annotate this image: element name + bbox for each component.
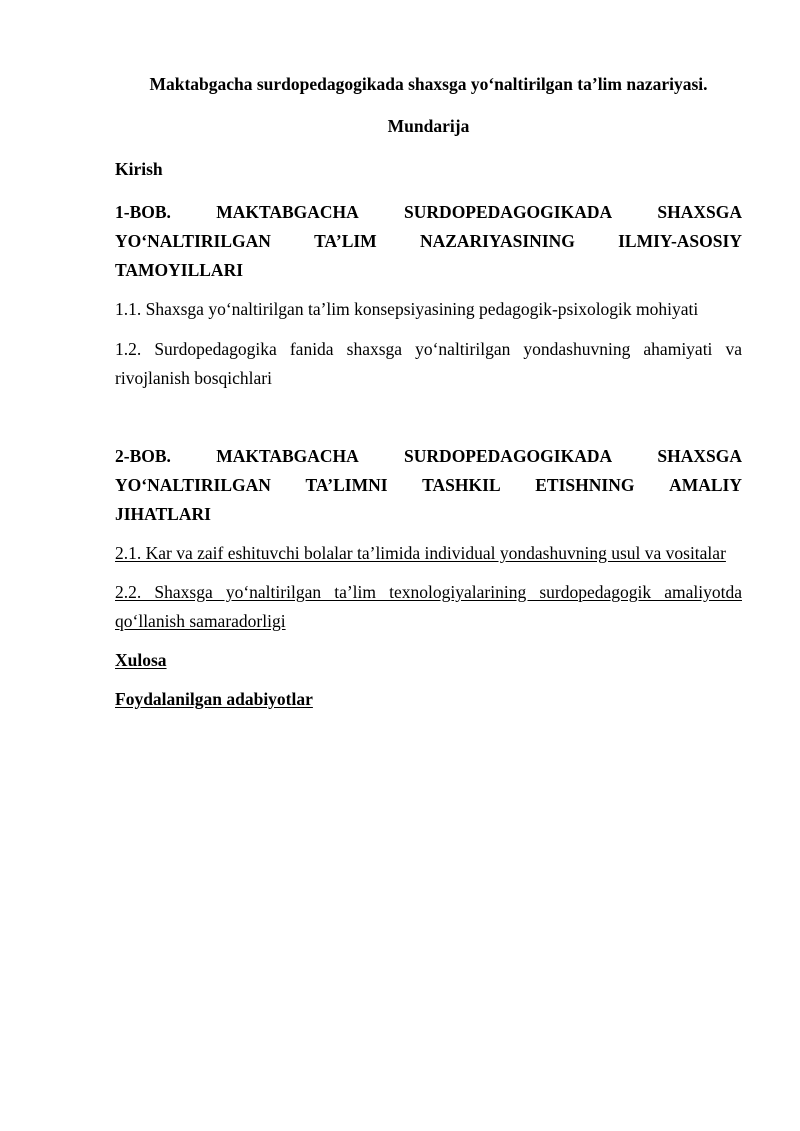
chapter-2-word: TASHKIL	[422, 474, 501, 495]
toc-section-1-1[interactable]: 1.1. Shaxsga yo‘naltirilgan ta’lim konsepsiyasining pedagogik-psixologik mohiyati	[115, 298, 699, 319]
document-page	[115, 70, 742, 714]
toc-section-2-2[interactable]: 2.2. Shaxsga yo‘naltirilgan ta’lim texnologiyalarining surdopedagogik amaliyotda qo‘llanish samaradorligi	[115, 581, 742, 631]
toc-chapter-1[interactable]	[115, 198, 742, 285]
toc-heading: Mundarija	[387, 115, 470, 136]
chapter-2-word: ETISHNING	[535, 474, 635, 495]
toc-chapter-2[interactable]	[115, 442, 742, 529]
chapter-1-word: MAKTABGACHA	[216, 201, 359, 222]
toc-item-intro[interactable]: Kirish	[115, 158, 163, 179]
chapter-2-word: 2-BOB.	[115, 445, 171, 466]
chapter-1-word: YO‘NALTIRILGAN	[115, 230, 271, 251]
chapter-1-word: SURDOPEDAGOGIKADA	[404, 201, 613, 222]
chapter-2-word: YO‘NALTIRILGAN	[115, 474, 271, 495]
chapter-1-word: 1-BOB.	[115, 201, 171, 222]
chapter-1-word: NAZARIYASINING	[419, 230, 575, 251]
toc-item-references[interactable]: Foydalanilgan adabiyotlar	[115, 688, 313, 709]
chapter-2-word: SHAXSGA	[657, 445, 742, 466]
chapter-1-word: ILMIY-ASOSIY	[618, 230, 742, 251]
document-title: Maktabgacha surdopedagogikada shaxsga yo‘naltirilgan ta’lim nazariyasi.	[149, 74, 708, 94]
chapter-2-word: SURDOPEDAGOGIKADA	[404, 445, 613, 466]
chapter-2-word: MAKTABGACHA	[216, 445, 359, 466]
chapter-1-line-1	[115, 198, 742, 227]
chapter-2-word: TA’LIMNI	[305, 474, 388, 495]
chapter-1-line-3: TAMOYILLARI	[115, 259, 244, 280]
toc-section-2-1[interactable]: 2.1. Kar va zaif eshituvchi bolalar ta’limida individual yondashuvning usul va vositalar	[115, 542, 726, 563]
chapter-2-word: AMALIY	[669, 474, 742, 495]
toc-item-conclusion[interactable]: Xulosa	[115, 649, 167, 670]
toc-section-1-2[interactable]: 1.2. Surdopedagogika fanida shaxsga yo‘naltirilgan yondashuvning ahamiyati va rivojlanish bosqichlari	[115, 338, 742, 388]
chapter-2-line-1	[115, 442, 742, 471]
chapter-1-line-2	[115, 227, 742, 256]
chapter-1-word: SHAXSGA	[657, 201, 742, 222]
chapter-1-word: TA’LIM	[314, 230, 377, 251]
chapter-2-line-3: JIHATLARI	[115, 503, 211, 524]
chapter-2-line-2	[115, 471, 742, 500]
